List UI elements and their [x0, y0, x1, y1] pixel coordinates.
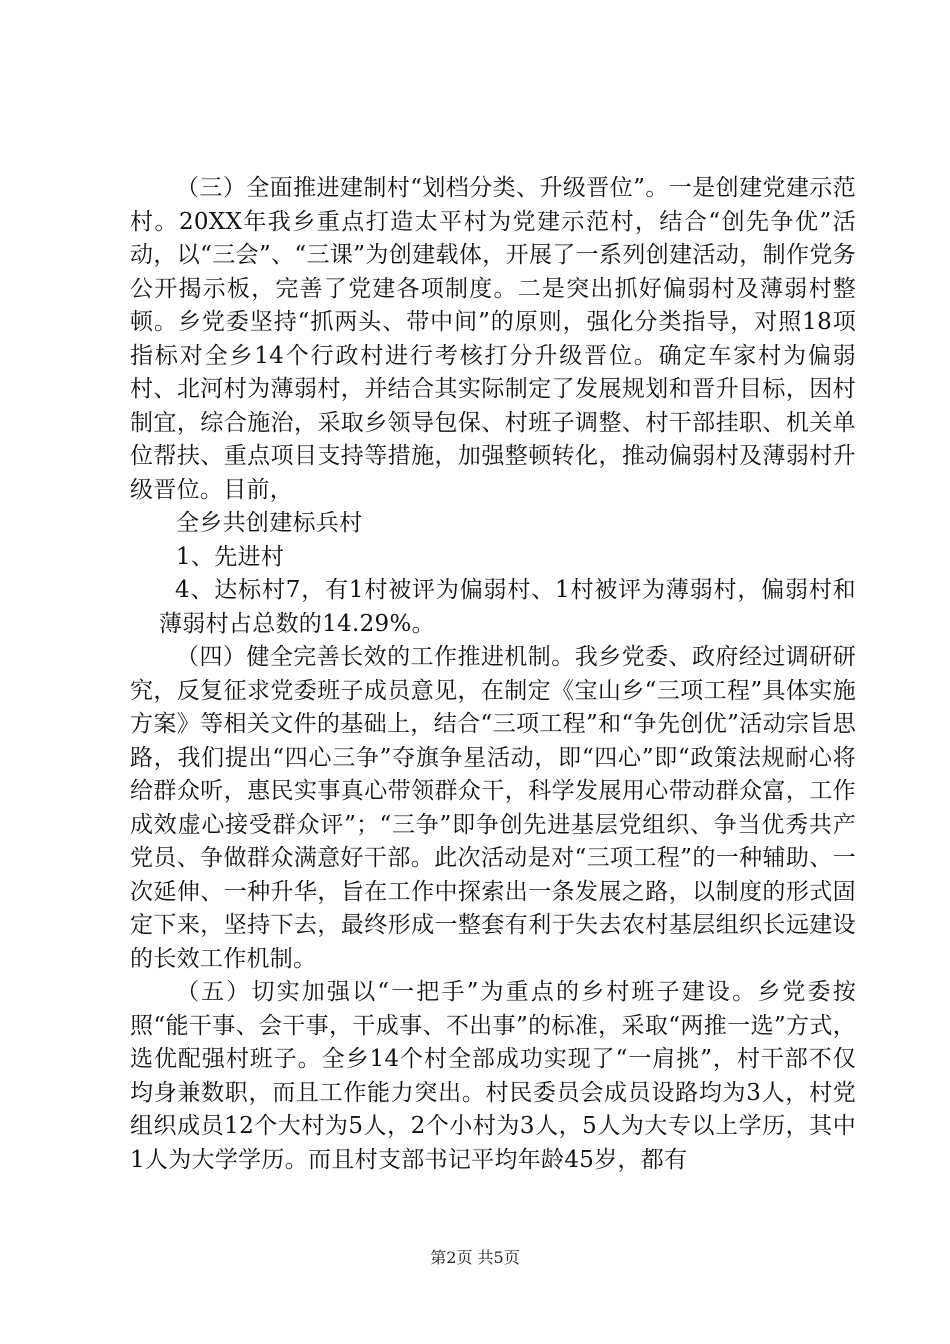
paragraph-standard-villages: 4、达标村7，有1村被评为偏弱村、1村被评为薄弱村，偏弱村和薄弱村占总数的14.29%。	[159, 577, 856, 637]
page-number-footer: 第2页 共5页	[430, 1248, 520, 1267]
document-body	[130, 172, 856, 1177]
paragraph-advanced-villages: 1、先进村	[176, 543, 285, 570]
paragraph-section-five: （五）切实加强以“一把手”为重点的乡村班子建设。乡党委按照“能干事、会干事，干成事、不出事”的标准，采取“两推一选”方式，选优配强村班子。全乡14个村全部成功实现了“一肩挑”，村干部不仅均身兼数职，而且工作能力突出。村民委员会成员设路均为3人，村党组织成员12个大村为5人，2个小村为3人，5人为大专以上学历，其中1人为大学学历。而且村支部书记平均年龄45岁，都有	[130, 979, 856, 1173]
paragraph-section-three: （三）全面推进建制村“划档分类、升级晋位”。一是创建党建示范村。20XX年我乡重点打造太平村为党建示范村，结合“创先争优”活动，以“三会”、“三课”为创建载体，开展了一系列创建活动，制作党务公开揭示板，完善了党建各项制度。二是突出抓好偏弱村及薄弱村整顿。乡党委坚持“抓两头、带中间”的原则，强化分类指导，对照18项指标对全乡14个行政村进行考核打分升级晋位。确定车家村为偏弱村、北河村为薄弱村，并结合其实际制定了发展规划和晋升目标，因村制宜，综合施治，采取乡领导包保、村班子调整、村干部挂职、机关单位帮扶、重点项目支持等措施，加强整顿转化，推动偏弱村及薄弱村升级晋位。目前，	[130, 175, 856, 503]
paragraph-model-villages: 全乡共创建标兵村	[176, 510, 363, 536]
paragraph-section-four: （四）健全完善长效的工作推进机制。我乡党委、政府经过调研研究，反复征求党委班子成员意见，在制定《宝山乡“三项工程”具体实施方案》等相关文件的基础上，结合“三项工程”和“争先创优”活动宗旨思路，我们提出“四心三争”夺旗争星活动，即“四心”即“政策法规耐心将给群众听，惠民实事真心带领群众干，科学发展用心带动群众富，工作成效虚心接受群众评”；“三争”即争创先进基层党组织、争当优秀共产党员、争做群众满意好干部。此次活动是对“三项工程”的一种辅助、一次延伸、一种升华，旨在工作中探索出一条发展之路，以制度的形式固定下来，坚持下去，最终形成一整套有利于失去农村基层组织长远建设的长效工作机制。	[130, 644, 856, 972]
